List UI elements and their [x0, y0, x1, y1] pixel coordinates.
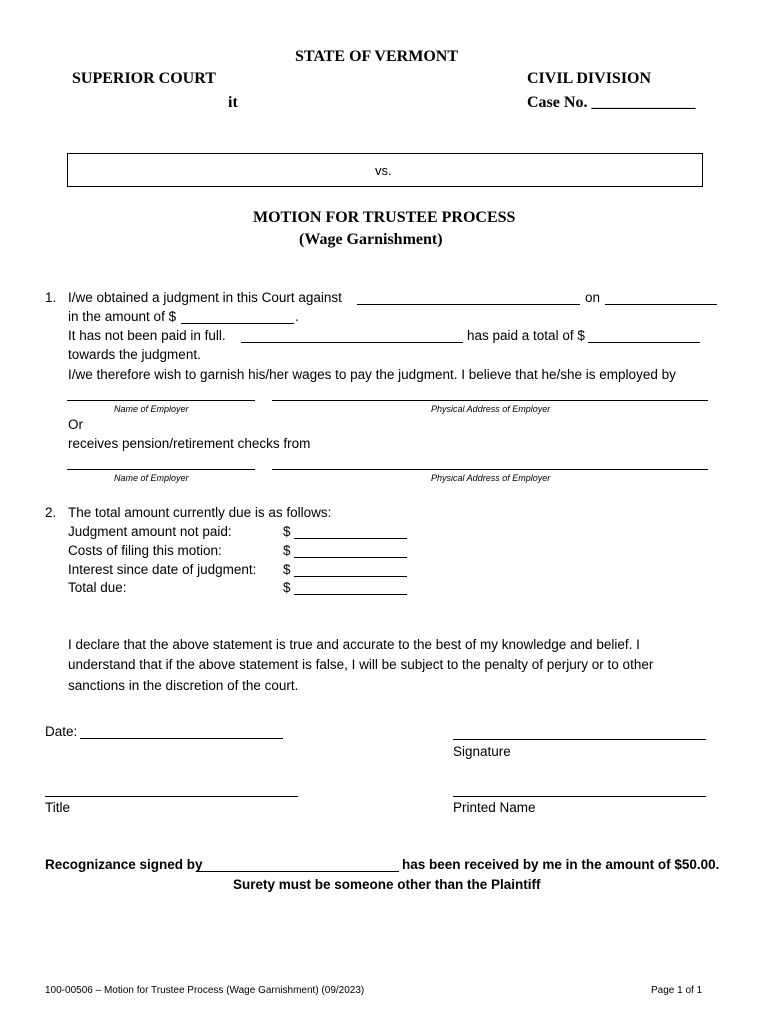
- motion-title: MOTION FOR TRUSTEE PROCESS: [253, 209, 516, 226]
- page-number: Page 1 of 1: [651, 985, 703, 996]
- signature-label: Signature: [453, 744, 511, 759]
- recognizance-signer-field[interactable]: [197, 859, 399, 872]
- or-label: Or: [68, 417, 83, 432]
- amount-due-intro: The total amount currently due is as follows:: [68, 505, 332, 520]
- garnish-statement: I/we therefore wish to garnish his/her wages to pay the judgment. I believe that he/she is employed by: [68, 367, 676, 382]
- employer-name-line[interactable]: [67, 400, 255, 401]
- division-name: CIVIL DIVISION: [527, 70, 652, 87]
- paid-total-field[interactable]: [588, 330, 700, 343]
- title-label: Title: [45, 800, 71, 815]
- case-number-field[interactable]: Case No. _____________: [527, 94, 696, 111]
- recognizance-amount-text: has been received by me in the amount of $50.00.: [402, 857, 720, 872]
- paid-total-label: has paid a total of $: [467, 328, 585, 343]
- pension-payer-name-caption: Name of Employer: [114, 473, 189, 483]
- title-line[interactable]: [45, 796, 298, 797]
- not-paid-label: It has not been paid in full.: [68, 328, 226, 343]
- amount-period: .: [295, 309, 299, 324]
- currency-symbol: $: [283, 580, 291, 595]
- pension-payer-name-line[interactable]: [67, 469, 255, 470]
- amount-label: in the amount of $: [68, 309, 177, 324]
- on-label: on: [585, 290, 601, 305]
- versus-label: vs.: [375, 163, 392, 178]
- debtor-name-field[interactable]: [241, 330, 463, 343]
- judgment-amount-field[interactable]: [181, 311, 294, 324]
- printed-name-label: Printed Name: [453, 800, 536, 815]
- currency-symbol: $: [283, 562, 291, 577]
- employer-name-caption: Name of Employer: [114, 404, 189, 414]
- surety-note: Surety must be someone other than the Plaintiff: [233, 877, 541, 892]
- date-field[interactable]: [80, 726, 283, 739]
- pension-payer-address-caption: Physical Address of Employer: [431, 473, 551, 483]
- employer-address-line[interactable]: [272, 400, 708, 401]
- total-due-field[interactable]: [294, 582, 407, 595]
- interest-field[interactable]: [294, 564, 407, 577]
- declaration-line-1: I declare that the above statement is true and accurate to the best of my knowledge and belief. I: [68, 637, 640, 652]
- filing-costs-label: Costs of filing this motion:: [68, 543, 222, 558]
- motion-subtitle: (Wage Garnishment): [299, 231, 443, 248]
- judgment-date-field[interactable]: [605, 292, 717, 305]
- form-identifier: 100-00506 – Motion for Trustee Process (Wage Garnishment) (09/2023): [45, 985, 365, 996]
- total-due-label: Total due:: [68, 580, 127, 595]
- judgment-unpaid-label: Judgment amount not paid:: [68, 524, 232, 539]
- interest-label: Interest since date of judgment:: [68, 562, 257, 577]
- currency-symbol: $: [283, 543, 291, 558]
- recognizance-label: Recognizance signed by: [45, 857, 203, 872]
- pension-payer-address-line[interactable]: [272, 469, 708, 470]
- declaration-line-3: sanctions in the discretion of the court.: [68, 678, 299, 693]
- printed-name-line[interactable]: [453, 796, 706, 797]
- state-heading: STATE OF VERMONT: [295, 48, 458, 65]
- section-1-number: 1.: [45, 290, 57, 305]
- defendant-name-field[interactable]: [357, 292, 580, 305]
- date-label: Date:: [45, 724, 78, 739]
- section-2-number: 2.: [45, 505, 57, 520]
- pension-label: receives pension/retirement checks from: [68, 436, 311, 451]
- currency-symbol: $: [283, 524, 291, 539]
- judgment-unpaid-field[interactable]: [294, 526, 407, 539]
- unit-name: it: [228, 94, 238, 111]
- judgment-against-label: I/we obtained a judgment in this Court against: [68, 290, 342, 305]
- signature-line[interactable]: [453, 739, 706, 740]
- employer-address-caption: Physical Address of Employer: [431, 404, 551, 414]
- towards-judgment-label: towards the judgment.: [68, 347, 201, 362]
- court-name: SUPERIOR COURT: [72, 70, 216, 87]
- filing-costs-field[interactable]: [294, 545, 407, 558]
- declaration-line-2: understand that if the above statement is false, I will be subject to the penalty of perjury or to other: [68, 657, 654, 672]
- case-caption-box[interactable]: [67, 153, 703, 187]
